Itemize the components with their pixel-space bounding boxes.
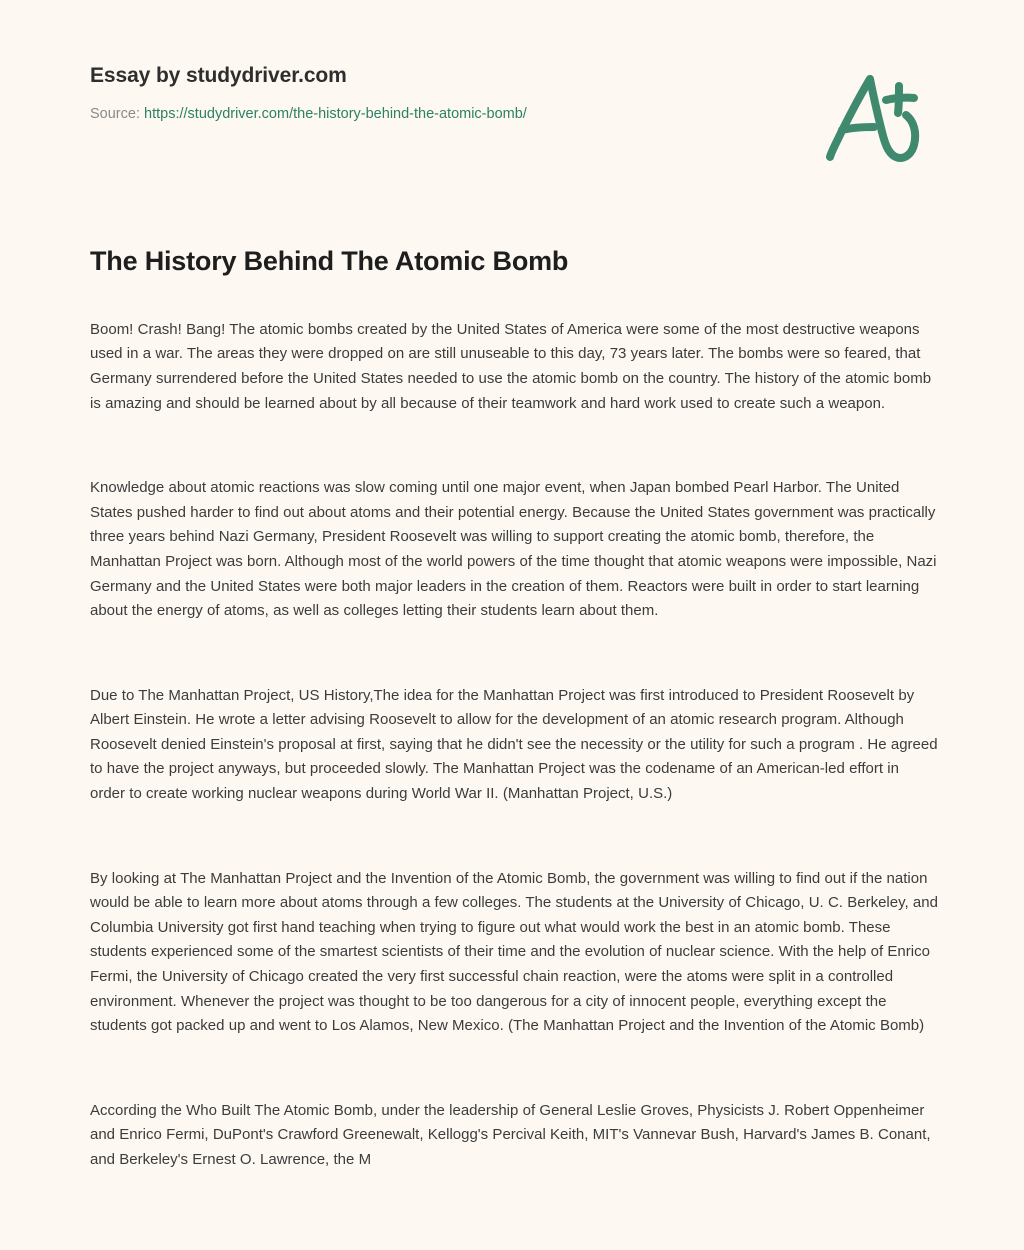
article-paragraph: Due to The Manhattan Project, US History,The idea for the Manhattan Project was first introduced to President Roosevelt by Albert Einstein. He wrote a letter advising Roosevelt to allow for the development of an atomic research program. Although Roosevelt denied Einstein's proposal at first, saying that he didn't see the necessity or the utility for such a program . He agreed to have the project anyways, but proceeded slowly. The Manhattan Project was the codename of an American-led effort in order to create working nuclear weapons during World War II. (Manhattan Project, U.S.) (90, 686, 938, 803)
brand-title: Essay by studydriver.com (90, 64, 347, 87)
page-title: The History Behind The Atomic Bomb (90, 246, 569, 276)
article (90, 245, 938, 1173)
article-body (90, 318, 938, 1173)
article-paragraph: Knowledge about atomic reactions was slow coming until one major event, when Japan bombed Pearl Harbor. The United States pushed harder to find out about atoms and their potential energy. Because the United States government was practically three years behind Nazi Germany, President Roosevelt was willing to support creating the atomic bomb, therefore, the Manhattan Project was born. Although most of the world powers of the time thought that atomic weapons were impossible, Nazi Germany and the United States were both major leaders in the creation of them. Reactors were built in order to start learning about the energy of atoms, as well as colleges letting their students learn about them. (90, 479, 937, 620)
article-paragraph: By looking at The Manhattan Project and the Invention of the Atomic Bomb, the government was willing to find out if the nation would be able to learn more about atoms through a few colleges. The students at the University of Chicago, U. C. Berkeley, and Columbia University got first hand teaching when trying to figure out what would work the best in an atomic bomb. These students experienced some of the smartest scientists of their time and the evolution of nuclear science. With the help of Enrico Fermi, the University of Chicago created the very first successful chain reaction, were the atoms were split in a controlled environment. Whenever the project was thought to be too dangerous for a city of innocent people, everything except the students got packed up and went to Los Alamos, New Mexico. (The Manhattan Project and the Invention of the Atomic Bomb) (90, 869, 938, 1035)
source-line (90, 105, 710, 124)
source-label: Source: (90, 106, 140, 123)
brand-block (90, 63, 710, 124)
source-url-link[interactable]: https://studydriver.com/the-history-behind-the-atomic-bomb/ (144, 106, 527, 123)
article-paragraph: Boom! Crash! Bang! The atomic bombs created by the United States of America were some of the most destructive weapons used in a war. The areas they were dropped on are still unuseable to this day, 73 years later. The bombs were so feared, that Germany surrendered before the United States needed to use the atomic bomb on the country. The history of the atomic bomb is amazing and should be learned about by all because of their teamwork and hard work used to create such a weapon. (90, 320, 932, 412)
studydriver-a-plus-logo-icon[interactable] (818, 72, 928, 164)
page-header (0, 0, 1024, 200)
article-paragraph: According the Who Built The Atomic Bomb, under the leadership of General Leslie Groves, Physicists J. Robert Oppenheimer and Enrico Fermi, DuPont's Crawford Greenewalt, Kellogg's Percival Keith, MIT's Vannevar Bush, Harvard's James B. Conant, and Berkeley's Ernest O. Lawrence, the M (90, 1101, 931, 1168)
